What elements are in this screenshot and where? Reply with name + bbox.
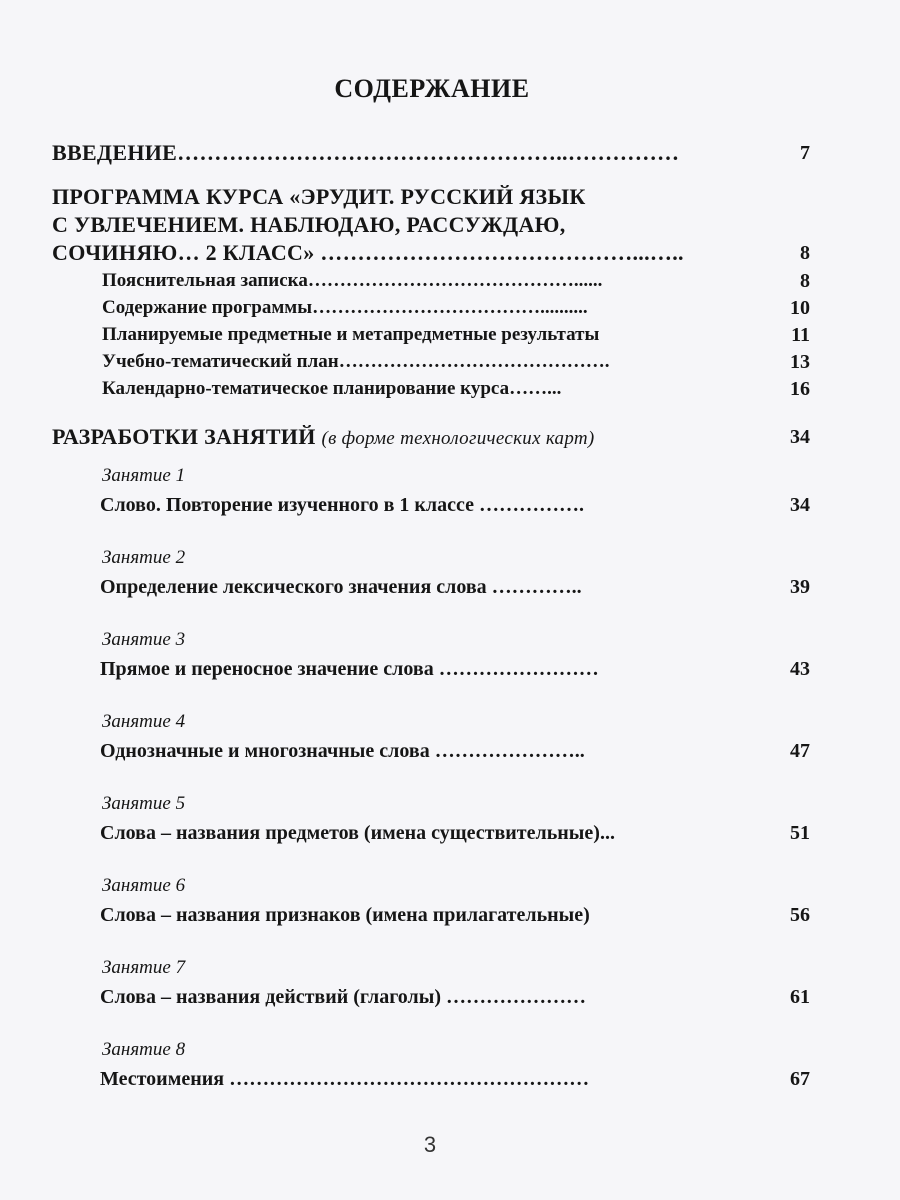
lesson-page: 61	[790, 986, 810, 1008]
toc-program-item-page: 8	[800, 270, 810, 292]
lesson-page: 67	[790, 1068, 810, 1090]
toc-program-item: Планируемые предметные и метапредметные результаты	[102, 324, 600, 345]
lesson-title: Слова – названия признаков (имена прилагательные)	[100, 904, 590, 926]
lesson-number: Занятие 1	[102, 465, 186, 486]
lesson-page: 47	[790, 740, 810, 762]
toc-program-item-page: 11	[791, 324, 810, 346]
lesson-number: Занятие 8	[102, 1039, 186, 1060]
toc-program-item-page: 13	[790, 351, 810, 373]
toc-program-line2: С УВЛЕЧЕНИЕМ. НАБЛЮДАЮ, РАССУЖДАЮ,	[52, 212, 566, 237]
toc-lessons-section-label: РАЗРАБОТКИ ЗАНЯТИЙ	[52, 424, 316, 449]
lesson-page: 43	[790, 658, 810, 680]
lesson-page: 56	[790, 904, 810, 926]
toc-program-line3: СОЧИНЯЮ… 2 КЛАСС» ……………………………………...…..	[52, 240, 684, 265]
lesson-number: Занятие 7	[102, 957, 186, 978]
lesson-number: Занятие 6	[102, 875, 186, 896]
toc-intro: ВВЕДЕНИЕ……………………………………………..……………	[52, 140, 680, 165]
lesson-number: Занятие 5	[102, 793, 186, 814]
lesson-title: Местоимения ………………………………………………	[100, 1068, 590, 1090]
lesson-page: 39	[790, 576, 810, 598]
lesson-title: Однозначные и многозначные слова …………………..	[100, 740, 585, 762]
lesson-title: Слова – названия предметов (имена существительные)...	[100, 822, 615, 844]
lesson-number: Занятие 3	[102, 629, 186, 650]
toc-program-item: Содержание программы………………………………..........	[102, 297, 588, 318]
lesson-title: Слово. Повторение изученного в 1 классе …………….	[100, 494, 585, 516]
toc-program-item: Пояснительная записка……………………………………......	[102, 270, 603, 291]
lesson-title: Прямое и переносное значение слова ……………………	[100, 658, 599, 680]
toc-program-item: Календарно-тематическое планирование курса……...	[102, 378, 562, 399]
toc-intro-page: 7	[800, 142, 810, 164]
toc-program-item-page: 10	[790, 297, 810, 319]
lesson-title: Слова – названия действий (глаголы) …………………	[100, 986, 587, 1008]
lesson-page: 51	[790, 822, 810, 844]
toc-program-item-page: 16	[790, 378, 810, 400]
lesson-number: Занятие 2	[102, 547, 186, 568]
lesson-number: Занятие 4	[102, 711, 186, 732]
toc-lessons-section-note: (в форме технологических карт)	[321, 428, 595, 449]
toc-lessons-section	[52, 424, 595, 450]
page-title: СОДЕРЖАНИЕ	[334, 74, 530, 103]
toc-program-item: Учебно-тематический план…………………………………….	[102, 351, 610, 372]
lesson-title: Определение лексического значения слова …………..	[100, 576, 582, 598]
page-number: 3	[423, 1132, 437, 1157]
lesson-page: 34	[790, 494, 810, 516]
toc-program-line1: ПРОГРАММА КУРСА «ЭРУДИТ. РУССКИЙ ЯЗЫК	[52, 184, 586, 209]
toc-program-page: 8	[800, 242, 810, 264]
toc-lessons-section-page: 34	[790, 426, 810, 448]
